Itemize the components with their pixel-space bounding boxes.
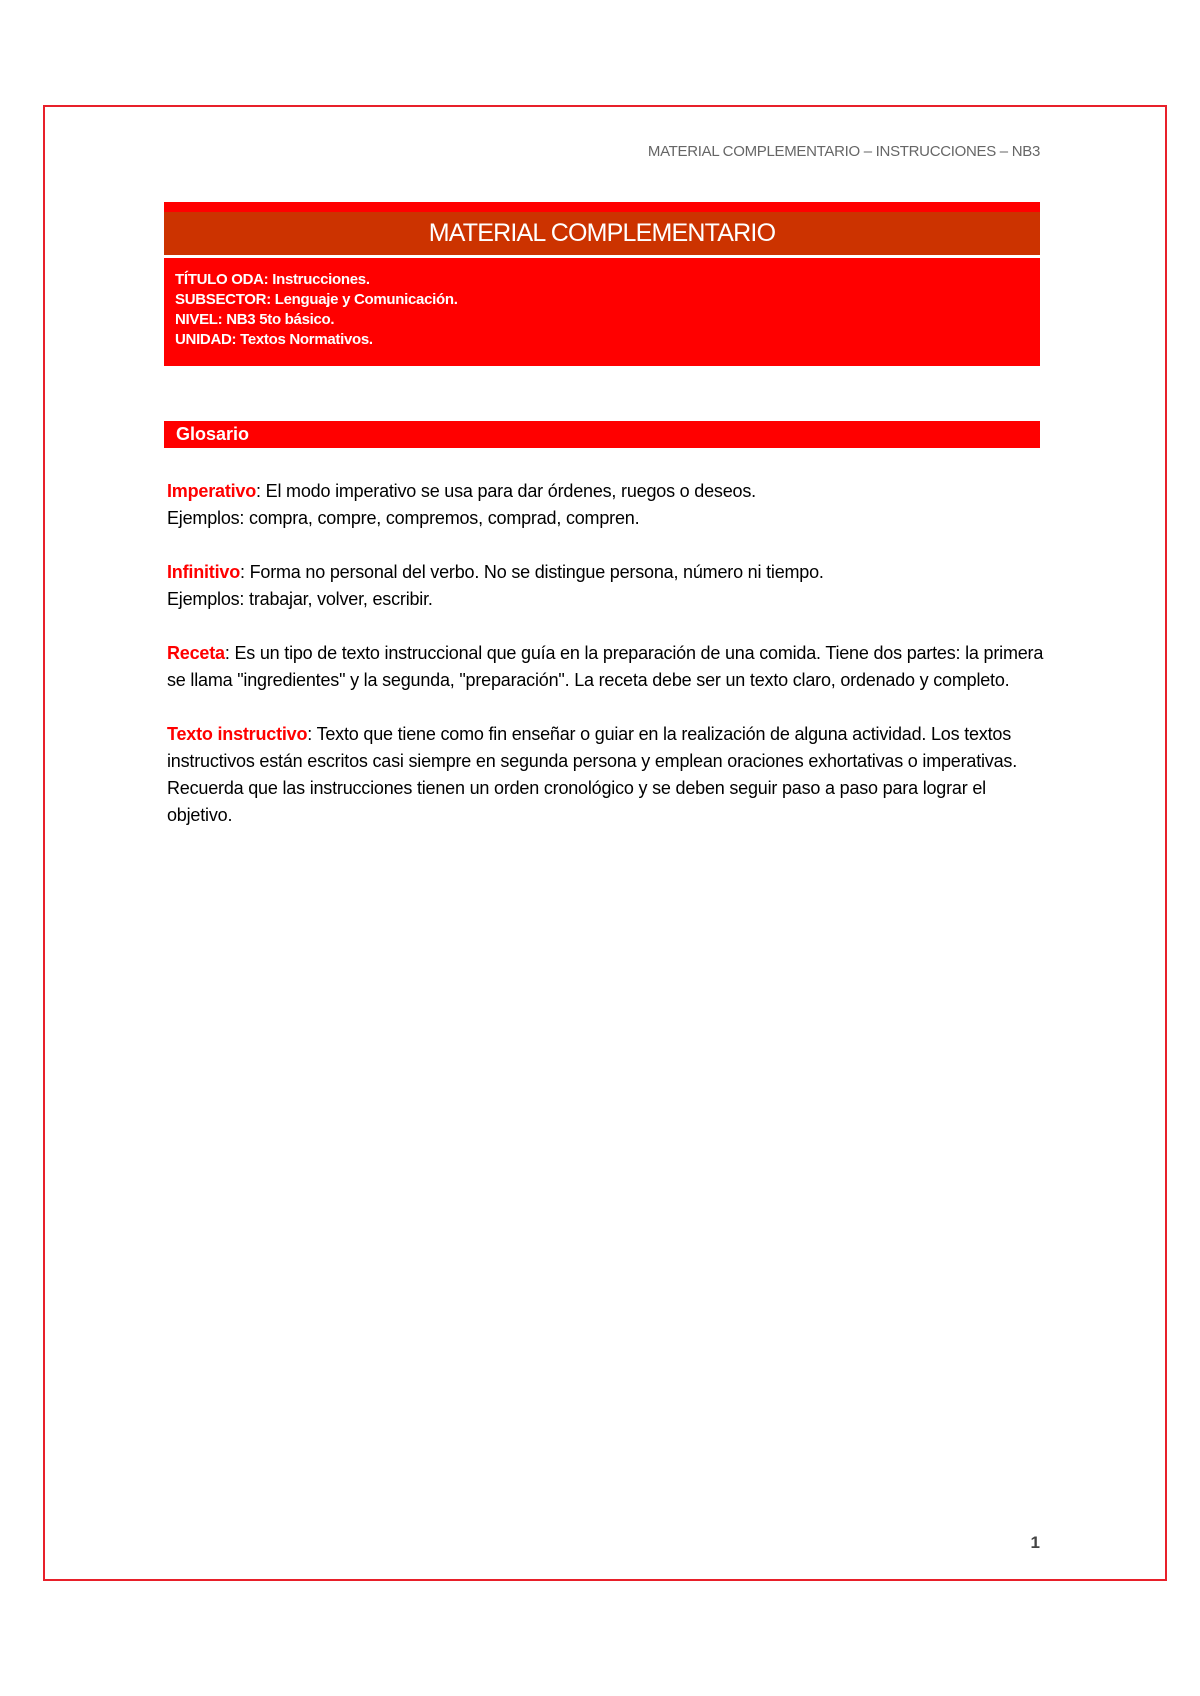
glossary-definition <box>167 721 1047 775</box>
glossary-definition-text: : El modo imperativo se usa para dar órdenes, ruegos o deseos. <box>256 481 756 501</box>
glossary-entry <box>167 721 1047 829</box>
glossary-term: Receta <box>167 643 225 663</box>
glossary-definition-text: : Texto que tiene como fin enseñar o guiar en la realización de alguna actividad. Los textos instructivos están escritos casi siempre en segunda persona y emplean oraciones exhortativas o imperativas. <box>167 724 1018 771</box>
page-number: 1 <box>1030 1533 1040 1552</box>
meta-level-line: NIVEL: NB3 5to básico. <box>175 311 335 328</box>
glossary-term: Infinitivo <box>167 562 240 582</box>
glossary-entry <box>167 640 1047 694</box>
glossary-definition-text: : Forma no personal del verbo. No se distingue persona, número ni tiempo. <box>240 562 824 582</box>
glossary-note: Recuerda que las instrucciones tienen un orden cronológico y se deben seguir paso a paso para lograr el objetivo. <box>167 778 986 825</box>
glossary-example: Ejemplos: compra, compre, compremos, comprad, compren. <box>167 508 640 528</box>
glossary-definition <box>167 478 1047 505</box>
running-header: MATERIAL COMPLEMENTARIO – INSTRUCCIONES – NB3 <box>647 143 1040 160</box>
glossary-entry <box>167 559 1047 613</box>
glossary-list <box>167 478 1047 856</box>
glossary-definition-text: : Es un tipo de texto instruccional que guía en la preparación de una comida. Tiene dos partes: la primera se llama "ingredientes" y la segunda, "preparación". La receta debe ser un texto claro, ordenado y completo. <box>167 643 1044 690</box>
glossary-entry <box>167 478 1047 532</box>
glossary-definition <box>167 640 1047 694</box>
glossary-term: Texto instructivo <box>167 724 308 744</box>
metadata-box <box>164 258 1040 366</box>
section-heading-glosario: Glosario <box>164 421 1040 448</box>
meta-unit-line: UNIDAD: Textos Normativos. <box>175 331 373 348</box>
document-title-bar: MATERIAL COMPLEMENTARIO <box>164 202 1040 255</box>
meta-subsector-line: SUBSECTOR: Lenguaje y Comunicación. <box>175 291 458 308</box>
glossary-definition <box>167 559 1047 586</box>
meta-title-line: TÍTULO ODA: Instrucciones. <box>175 271 370 288</box>
glossary-example: Ejemplos: trabajar, volver, escribir. <box>167 589 433 609</box>
glossary-term: Imperativo <box>167 481 257 501</box>
